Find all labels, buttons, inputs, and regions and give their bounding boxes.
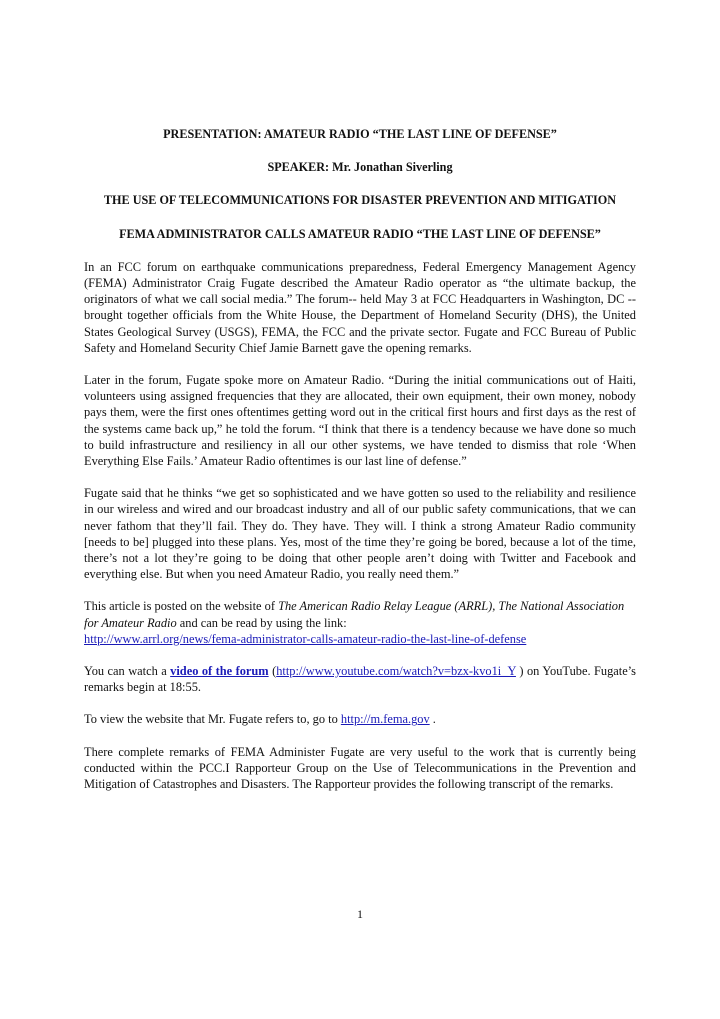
paragraph-video	[84, 663, 636, 695]
video-text-after: ) on YouTube. Fugate’s remarks begin at 18:55.	[84, 664, 636, 695]
website-text-before: To view the website that Mr. Fugate refers to, go to	[84, 712, 341, 727]
paragraph-fema-website	[84, 711, 636, 727]
document-page	[84, 126, 636, 808]
video-text-before: You can watch a	[84, 664, 171, 679]
topic-heading: THE USE OF TELECOMMUNICATIONS FOR DISASTER PREVENTION AND MITIGATION	[103, 193, 617, 208]
website-text-after: .	[429, 712, 436, 727]
arrl-article-link[interactable]: http://www.arrl.org/news/fema-administrator-calls-amateur-radio-the-last-line-of-defense	[84, 631, 527, 646]
article-title: FEMA ADMINISTRATOR CALLS AMATEUR RADIO “THE LAST LINE OF DEFENSE”	[119, 226, 601, 241]
fema-mobile-link[interactable]: http://m.fema.gov	[340, 712, 430, 727]
source-text-before: This article is posted on the website of	[84, 599, 279, 614]
paragraph-article-source	[84, 598, 636, 647]
paragraph-haiti-quote: Later in the forum, Fugate spoke more on Amateur Radio. “During the initial communications out of Haiti, volunteers using assigned frequencies that they are allocated, their own equipment, their own money, nobody pays them, were the first ones oftentimes getting word out in the critical first hours and first days as the rest of the systems came back up,” he told the forum. “I think that there is a tendency because we have done so much to build infrastructure and resiliency in all our other systems, we have tended to dismiss that role ‘When Everything Else Fails.’ Amateur Radio oftentimes is our last line of defense.”	[84, 373, 636, 469]
paragraph-rapporteur: There complete remarks of FEMA Administer Fugate are very useful to the work that is currently being conducted within the PCC.I Rapporteur Group on the Use of Telecommunications in the Prevention and Mitigation of Catastrophes and Disasters. The Rapporteur provides the following transcript of the remarks.	[84, 744, 636, 792]
speaker-heading: SPEAKER: Mr. Jonathan Siverling	[267, 160, 453, 175]
source-text-after: and can be read by using the link:	[176, 615, 347, 630]
presentation-heading: PRESENTATION: AMATEUR RADIO “THE LAST LINE OF DEFENSE”	[163, 127, 557, 141]
paragraph-forum-intro: In an FCC forum on earthquake communications preparedness, Federal Emergency Management Agency (FEMA) Administrator Craig Fugate described the Amateur Radio operator as “the ultimate backup, the originators of what we call social media.” The forum-- held May 3 at FCC Headquarters in Washington, DC -- brought together officials from the White House, the Department of Homeland Security (DHS), the United States Geological Survey (USGS), FEMA, the FCC and the private sector. Fugate and FCC Bureau of Public Safety and Homeland Security Chief Jamie Barnett gave the opening remarks.	[84, 259, 636, 355]
youtube-link[interactable]: http://www.youtube.com/watch?v=bzx-kvo1i_Y	[276, 664, 516, 679]
video-of-forum-link[interactable]: video of the forum	[170, 664, 269, 679]
video-open-paren: (	[268, 664, 277, 679]
page-number: 1	[357, 907, 363, 921]
paragraph-fugate-thinks: Fugate said that he thinks “we get so sophisticated and we have gotten so used to the reliability and resilience in our wireless and wired and our broadcast industry and all of our public safety communications, that we can never fathom that they’ll fail. They do. They have. They will. I think a strong Amateur Radio community [needs to be] plugged into these plans. Yes, most of the time they’re going be bored, because a lot of the time, there’s not a lot they’re going to be doing that other people aren’t doing with Twitter and Facebook and everything else. But when you need Amateur Radio, you really need them.”	[84, 486, 636, 582]
publication-name: The American Radio Relay League (ARRL), The National Association for Amateur Radio	[84, 599, 625, 630]
